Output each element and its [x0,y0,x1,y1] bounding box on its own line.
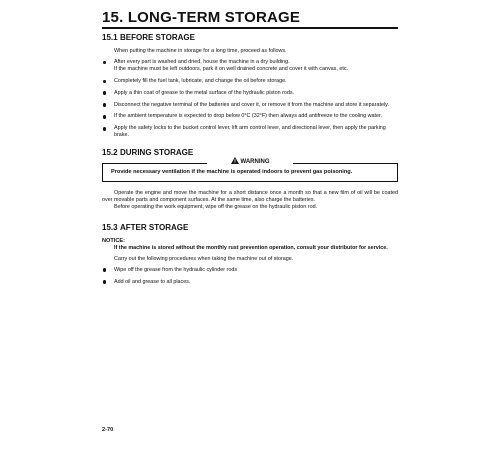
list-item-text: If the ambient temperature is expected to drop below 0°C (32°F) then always add antifreeze to the cooling water. [114,113,383,120]
section-before-storage [102,33,398,139]
bullet-dot-icon [103,103,106,106]
list-item-text: Add oil and grease to all places. [114,278,191,285]
bullet-dot-icon [103,127,106,130]
during-storage-paragraph: Before operating the work equipment, wipe off the grease on the hydraulic piston rod. [114,203,318,210]
warning-text: Provide necessary ventilation if the machine is operated indoors to prevent gas poisoning. [111,169,353,176]
after-storage-intro: Carry out the following procedures when taking the machine out of storage. [114,255,294,262]
section-heading-during-storage [102,148,398,157]
notice-text: If the machine is stored without the monthly rust prevention operation, consult your distributor for service. [114,244,388,251]
list-item [102,113,398,120]
bullet-dot-icon [103,91,106,94]
list-item [102,59,398,73]
list-item [102,90,398,97]
spacer [102,215,398,223]
bullet-dot-icon [103,80,106,83]
before-storage-list [102,59,398,139]
list-item-text: Completely fill the fuel tank, lubricate, and change the oil before storage. [114,77,287,84]
list-item-text: Disconnect the negative terminal of the batteries and cover it, or remove it from the machine and store it separately. [114,101,389,108]
section-number: 15.1 [102,33,118,42]
notice-label: NOTICE: [102,237,125,244]
chapter-title-rule [102,27,398,29]
section-after-storage [102,223,398,286]
list-item [102,267,398,274]
warning-label: WARNING [240,159,270,166]
chapter-title: 15. LONG-TERM STORAGE [102,9,301,26]
list-item [102,78,398,85]
section-heading-after-storage [102,223,398,232]
list-item [102,125,398,139]
list-item-text: Wipe off the grease from the hydraulic cylinder rods [114,266,238,273]
list-item-text: Apply a thin coat of grease to the metal surface of the hydraulic piston rods. [114,89,295,96]
list-item-text: Apply the safety locks to the bucket control lever, lift arm control lever, and directional lever, then apply the parking brake. [114,125,386,139]
warning-header [103,157,397,165]
section-title: DURING STORAGE [120,148,194,158]
before-storage-intro: When putting the machine in storage for a long time, proceed as follows. [114,48,287,54]
section-title: AFTER STORAGE [120,222,189,232]
after-storage-list [102,267,398,286]
warning-box [102,159,398,182]
section-heading-before-storage [102,33,398,42]
bullet-dot-icon [103,115,106,118]
bullet-dot-icon [103,61,106,64]
section-number: 15.2 [102,148,118,158]
section-number: 15.3 [102,222,118,232]
list-item [102,102,398,109]
page-content [102,33,398,291]
warning-triangle-icon [231,157,239,164]
bullet-dot-icon [103,280,106,283]
list-item [102,279,398,286]
page-number: 2-70 [102,427,114,433]
list-item-text: After every part is washed and dried, house the machine in a dry building. [114,58,290,65]
list-item-text: If the machine must be left outdoors, park it on well drained concrete and cover it with canvas, etc. [114,65,349,72]
bullet-dot-icon [103,268,106,271]
section-title: BEFORE STORAGE [120,33,195,42]
during-storage-paragraph: Operate the engine and move the machine for a short distance once a month so that a new film of oil will be coated over movable parts and component surfaces. At the same time, also charge the batteries. [102,190,398,204]
section-during-storage [102,148,398,211]
